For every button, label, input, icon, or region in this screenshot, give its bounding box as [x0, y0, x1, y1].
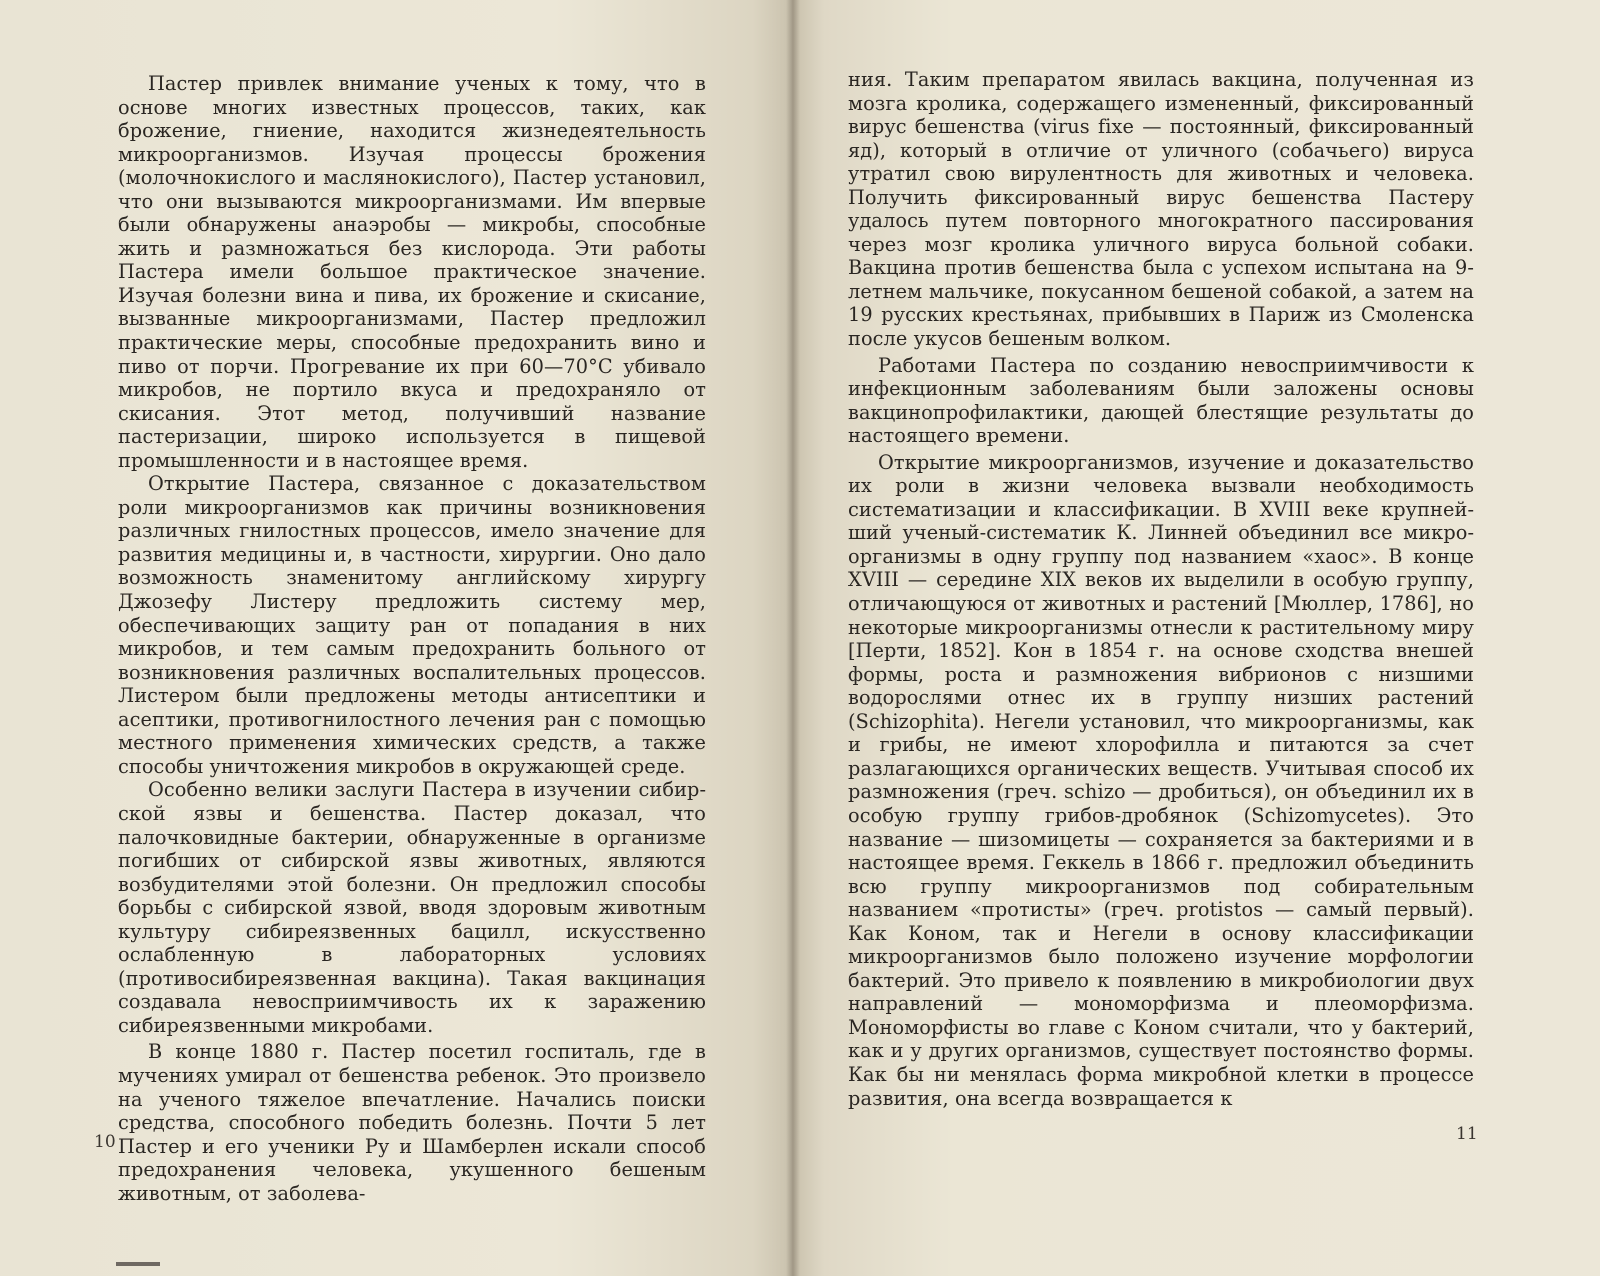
paragraph: Пастер привлек внимание ученых к тому, что в основе многих известных процессов, таких, как брожение, гниение, находится жизнедеятельность микроорганизмов. Изучая процессы брожения (молочнокислого и маслянокислого), Пастер установил, что они вызываются микроорганизмами. Им впервые были обнаружены анаэробы — микробы, способные жить и размножаться без кислорода. Эти работы Пастера имели большое практическое значение. Изучая болезни вина и пива, их брожение и скисание, вызванные микроорганизмами, Пастер предложил практические меры, способные предохранить вино и пиво от порчи. Прогревание их при 60—70°С убивало микробов, не портило вкуса и предохраняло от скисания. Этот метод, получивший название пастеризации, широко используется в пищевой промышленности и в настоящее время. — [118, 72, 706, 472]
book-gutter — [786, 0, 800, 1276]
left-page — [0, 0, 792, 1276]
page-number: 10 — [94, 1132, 116, 1152]
paragraph: ния. Таким препаратом явилась вакцина, полученная из мозга кролика, содержащего измененный, фиксированный вирус бешенства (virus fixe — постоянный, фиксированный яд), который в отличие от уличного (собачьего) вируса утратил свою вирулентность для животных и человека. Получить фиксированный вирус бешенства Пастеру удалось путем повторного многократного пассирования через мозг кролика уличного вируса больной собаки. Вакцина против бешенства была с успехом испытана на 9-летнем мальчике, покусанном бешеной собакой, а затем на 19 русских крестьянах, прибывших в Париж из Смоленска после укусов бешеным волком. — [848, 68, 1474, 351]
paragraph: Особенно велики заслуги Пастера в изучении сибирской язвы и бешенства. Пастер доказал, что палочковидные бактерии, обнаруженные в организме погибших от сибирской язвы животных, являются возбудителями этой болезни. Он предложил способы борьбы с сибирской язвой, вводя здоровым животным культуру сибиреязвенных бацилл, искусственно ослабленную в лабораторных условиях (противосибиреязвенная вакцина). Такая вакцинация создавала невосприимчивость их к заражению сибиреязвенными микробами. — [118, 778, 706, 1037]
page-number: 11 — [1456, 1124, 1478, 1144]
paragraph: Открытие Пастера, связанное с доказательством роли микроорганизмов как причины возникновения различных гнилостных процессов, имело значение для развития медицины и, в частности, хирургии. Оно дало возможность знаменитому английскому хирургу Джозефу Листеру предложить систему мер, обеспечивающих защиту ран от попадания в них микробов, и тем самым предохранить больного от возникновения различных воспалительных процессов. Листером были предложены методы антисептики и асептики, противогнилостного лечения ран с помощью местного применения химических средств, а также способы уничтожения микробов в окружающей среде. — [118, 472, 706, 778]
right-page — [792, 0, 1600, 1276]
paragraph: В конце 1880 г. Пастер посетил госпиталь, где в мучениях умирал от бешенства ребенок. Это произвело на ученого тяжелое впечатление. Начались поиски средства, способного победить болезнь. Почти 5 лет Пастер и его ученики Ру и Шамберлен искали способ предохранения человека, укушенного бешеным животным, от заболева- — [118, 1040, 706, 1205]
paragraph: Открытие микроорганизмов, изучение и доказательство их роли в жизни человека вызвали необходимость систематизации и классификации. В XVIII веке крупнейший ученый-систематик К. Линней объединил все микроорганизмы в одну группу под названием «хаос». В конце XVIII — середине XIX веков их выделили в особую группу, отличающуюся от животных и растений [Мюллер, 1786], но некоторые микроорганизмы отнесли к растительному миру [Перти, 1852]. Кон в 1854 г. на основе сходства внешей формы, роста и размножения вибрионов с низшими водорослями отнес их в группу низших растений (Schizophita). Негели установил, что микроорганизмы, как и грибы, не имеют хлорофилла и питаются за счет разлагающихся органических веществ. Учитывая способ их размножения (греч. schizo — дробиться), он объединил их в особую группу грибов-дробянок (Schizomycetes). Это название — шизомицеты — сохраняется за бактериями и в настоящее время. Геккель в 1866 г. предложил объединить всю группу микроорганизмов под собирательным названием «протисты» (греч. protistos — самый первый). Как Коном, так и Негели в основу классификации микроорганизмов было положено изучение морфологии бактерий. Это привело к появлению в микробиологии двух направлений — мономорфизма и плеоморфизма. Мономорфисты во главе с Коном считали, что у бактерий, как и у других организмов, существует постоянство формы. Как бы ни менялась форма микробной клетки в процессе развития, она всегда возвращается к — [848, 450, 1474, 1110]
paragraph: Работами Пастера по созданию невосприимчивости к инфекционным заболеваниям были заложены основы вакцинопрофилактики, дающей блестящие результаты до настоящего времени. — [848, 353, 1474, 448]
scan-artifact — [116, 1262, 160, 1266]
right-page-text — [848, 68, 1474, 1110]
left-page-text — [118, 72, 706, 1205]
